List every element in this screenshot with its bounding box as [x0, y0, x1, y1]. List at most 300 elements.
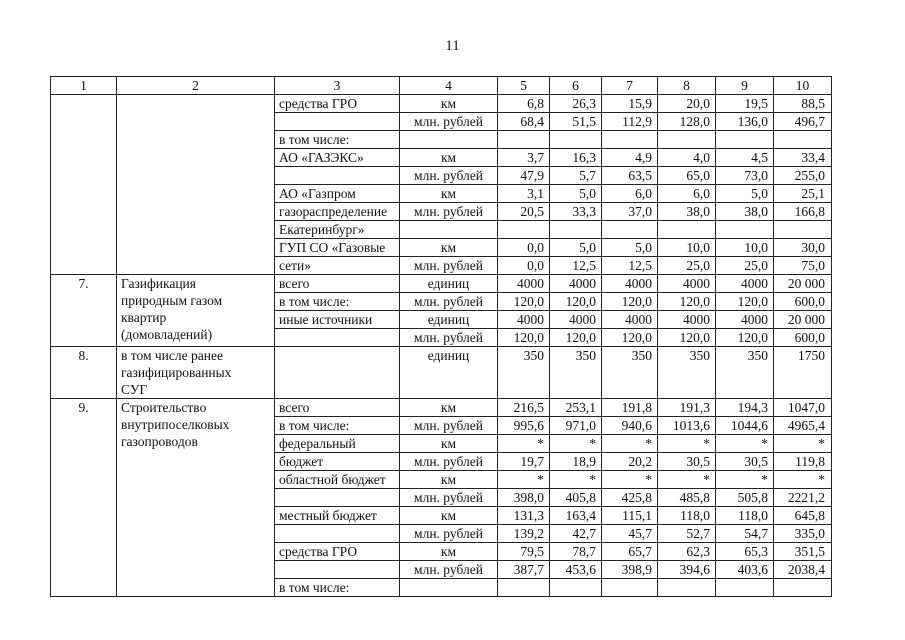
value-cell-text: 216,5 [513, 400, 544, 415]
value-cell-text: 20,5 [520, 204, 544, 219]
funding-source-cell [275, 399, 400, 417]
value-cell-text: * [537, 472, 544, 487]
value-cell-text: 120,0 [679, 330, 710, 345]
unit-cell [400, 275, 498, 293]
unit-cell [400, 95, 498, 113]
value-cell [602, 131, 658, 149]
funding-source-cell [275, 347, 400, 399]
value-cell-text: * [645, 472, 652, 487]
header-cell: 2 [117, 77, 275, 95]
value-cell-text: 19,7 [520, 454, 544, 469]
value-cell-text: 485,8 [679, 490, 710, 505]
value-cell-text: 1044,6 [730, 418, 768, 433]
item-name-cell-text: Строительство [121, 400, 207, 415]
value-cell [716, 185, 774, 203]
value-cell [658, 347, 716, 399]
value-cell [550, 579, 602, 597]
funding-source-cell-text: Екатеринбург» [279, 222, 365, 237]
value-cell-text: 4000 [625, 276, 652, 291]
item-name-cell-text: газифицированных [121, 365, 232, 380]
value-cell-text: 120,0 [737, 294, 768, 309]
unit-cell-text: млн. рублей [414, 114, 483, 129]
value-cell [774, 113, 832, 131]
funding-source-cell [275, 453, 400, 471]
value-cell [498, 471, 550, 489]
value-cell-text: 73,0 [744, 168, 768, 183]
funding-source-cell [275, 489, 400, 507]
value-cell-text: 350 [523, 348, 544, 363]
value-cell [550, 399, 602, 417]
value-cell-text: 2038,4 [787, 562, 825, 577]
unit-cell [400, 579, 498, 597]
value-cell [774, 507, 832, 525]
value-cell [774, 275, 832, 293]
value-cell [774, 399, 832, 417]
value-cell-text: 119,8 [795, 454, 825, 469]
value-cell [658, 221, 716, 239]
value-cell-text: 1047,0 [787, 400, 825, 415]
funding-source-cell-text: местный бюджет [279, 508, 377, 523]
funding-source-cell-text: в том числе: [279, 132, 350, 147]
value-cell-text: 42,7 [572, 526, 596, 541]
funding-source-cell [275, 221, 400, 239]
value-cell-text: 79,5 [520, 544, 544, 559]
value-cell [658, 453, 716, 471]
unit-cell-text: млн. рублей [414, 418, 483, 433]
value-cell-text: 405,8 [565, 490, 596, 505]
funding-source-cell-text: областной бюджет [279, 472, 386, 487]
value-cell-text: 131,3 [513, 508, 544, 523]
value-cell [716, 435, 774, 453]
header-cell: 6 [550, 77, 602, 95]
funding-source-cell [275, 329, 400, 347]
funding-source-cell [275, 131, 400, 149]
value-cell [774, 311, 832, 329]
funding-source-cell [275, 525, 400, 543]
value-cell-text: 20,0 [686, 96, 710, 111]
value-cell [498, 525, 550, 543]
value-cell-text: 25,1 [801, 186, 825, 201]
value-cell-text: * [703, 472, 710, 487]
value-cell-text: 65,7 [628, 544, 652, 559]
unit-cell [400, 561, 498, 579]
value-cell-text: 33,3 [572, 204, 596, 219]
value-cell [550, 95, 602, 113]
value-cell-text: 75,0 [801, 258, 825, 273]
value-cell [550, 417, 602, 435]
value-cell [602, 471, 658, 489]
value-cell-text: 20 000 [787, 312, 825, 327]
value-cell-text: * [761, 472, 768, 487]
unit-cell-text: млн. рублей [414, 490, 483, 505]
unit-cell [400, 257, 498, 275]
value-cell [550, 239, 602, 257]
value-cell-text: 25,0 [744, 258, 768, 273]
unit-cell [400, 435, 498, 453]
value-cell [658, 525, 716, 543]
funding-source-cell [275, 579, 400, 597]
value-cell [658, 471, 716, 489]
value-cell [716, 561, 774, 579]
value-cell-text: * [537, 436, 544, 451]
value-cell-text: 4000 [517, 312, 544, 327]
value-cell-text: 88,5 [801, 96, 825, 111]
value-cell-text: 940,6 [621, 418, 652, 433]
value-cell-text: 4000 [569, 312, 596, 327]
value-cell [550, 489, 602, 507]
unit-cell-text: единиц [427, 348, 470, 363]
value-cell [602, 257, 658, 275]
value-cell [602, 417, 658, 435]
value-cell-text: 335,0 [794, 526, 825, 541]
item-name-cell-text: внутрипоселковых [121, 417, 230, 432]
value-cell [716, 311, 774, 329]
item-name-cell-text: природным газом [121, 293, 223, 308]
unit-cell [400, 239, 498, 257]
value-cell [716, 453, 774, 471]
value-cell [658, 149, 716, 167]
unit-cell [400, 149, 498, 167]
value-cell-text: 4000 [569, 276, 596, 291]
value-cell-text: 6,0 [635, 186, 652, 201]
item-name-cell-text: (домовладений) [121, 327, 213, 342]
funding-source-cell [275, 185, 400, 203]
value-cell-text: 0,0 [527, 258, 544, 273]
value-cell-text: 47,9 [520, 168, 544, 183]
unit-cell-text: млн. рублей [414, 258, 483, 273]
unit-cell [400, 399, 498, 417]
value-cell [774, 435, 832, 453]
value-cell [774, 417, 832, 435]
value-cell [658, 543, 716, 561]
funding-source-cell-text: средства ГРО [279, 544, 358, 559]
value-cell [774, 543, 832, 561]
value-cell [716, 131, 774, 149]
value-cell-text: 350 [689, 348, 710, 363]
value-cell-text: 37,0 [628, 204, 652, 219]
item-number-cell-text: 9. [78, 400, 89, 415]
unit-cell-text: км [440, 186, 457, 201]
value-cell [550, 131, 602, 149]
funding-source-cell [275, 275, 400, 293]
value-cell-text: 5,0 [579, 240, 596, 255]
value-cell [602, 293, 658, 311]
unit-cell-text: млн. рублей [414, 330, 483, 345]
item-number-cell [51, 95, 117, 275]
header-row [51, 77, 832, 95]
item-number-cell [51, 275, 117, 347]
value-cell-text: 194,3 [737, 400, 768, 415]
value-cell [602, 203, 658, 221]
value-cell-text: 4000 [625, 312, 652, 327]
unit-cell-text: км [440, 150, 457, 165]
value-cell-text: 1013,6 [672, 418, 710, 433]
value-cell-text: 118,0 [738, 508, 768, 523]
value-cell [774, 95, 832, 113]
funding-source-cell-text: АО «Газпром [279, 186, 356, 201]
unit-cell-text: км [440, 436, 457, 451]
value-cell [658, 399, 716, 417]
value-cell-text: 120,0 [737, 330, 768, 345]
value-cell [602, 113, 658, 131]
funding-source-cell-text: в том числе: [279, 580, 350, 595]
value-cell [550, 149, 602, 167]
value-cell-text: 387,7 [513, 562, 544, 577]
value-cell [602, 347, 658, 399]
item-name-cell [117, 399, 275, 597]
funding-source-cell [275, 507, 400, 525]
value-cell [550, 435, 602, 453]
value-cell-text: 0,0 [527, 240, 544, 255]
value-cell [602, 185, 658, 203]
value-cell-text: 4,5 [751, 150, 768, 165]
value-cell-text: 5,0 [635, 240, 652, 255]
value-cell-text: 51,5 [572, 114, 596, 129]
value-cell-text: 25,0 [686, 258, 710, 273]
header-cell: 8 [658, 77, 716, 95]
value-cell [716, 399, 774, 417]
funding-source-cell [275, 293, 400, 311]
value-cell-text: 118,0 [680, 508, 710, 523]
value-cell [774, 471, 832, 489]
value-cell-text: 38,0 [686, 204, 710, 219]
value-cell [498, 311, 550, 329]
unit-cell [400, 113, 498, 131]
header-cell: 9 [716, 77, 774, 95]
value-cell-text: 163,4 [565, 508, 596, 523]
value-cell-text: 166,8 [794, 204, 825, 219]
value-cell [774, 579, 832, 597]
value-cell [550, 525, 602, 543]
value-cell-text: 10,0 [744, 240, 768, 255]
unit-cell [400, 203, 498, 221]
funding-source-cell-text: сети» [279, 258, 312, 273]
item-name-cell [117, 95, 275, 275]
header-cell: 1 [51, 77, 117, 95]
header-cell: 5 [498, 77, 550, 95]
value-cell-text: 4,0 [693, 150, 710, 165]
value-cell-text: 6,0 [693, 186, 710, 201]
table-row [51, 275, 832, 293]
funding-source-cell-text: ГУП СО «Газовые [279, 240, 386, 255]
value-cell [658, 95, 716, 113]
value-cell [498, 435, 550, 453]
value-cell-text: 120,0 [621, 330, 652, 345]
value-cell-text: 4000 [683, 276, 710, 291]
value-cell [602, 275, 658, 293]
value-cell [774, 329, 832, 347]
page-number: 11 [445, 38, 460, 54]
funding-source-cell [275, 311, 400, 329]
value-cell-text: 120,0 [565, 294, 596, 309]
value-cell [774, 293, 832, 311]
unit-cell [400, 471, 498, 489]
value-cell-text: 18,9 [572, 454, 596, 469]
value-cell-text: 62,3 [686, 544, 710, 559]
value-cell-text: 4,9 [635, 150, 652, 165]
value-cell-text: * [818, 436, 825, 451]
funding-source-cell-text: газораспределение [279, 204, 388, 219]
value-cell-text: 971,0 [565, 418, 596, 433]
value-cell-text: 30,0 [801, 240, 825, 255]
value-cell [658, 239, 716, 257]
value-cell [716, 257, 774, 275]
value-cell-text: 68,4 [520, 114, 544, 129]
value-cell [498, 417, 550, 435]
value-cell-text: 78,7 [572, 544, 596, 559]
value-cell [716, 167, 774, 185]
value-cell-text: 4000 [517, 276, 544, 291]
unit-cell-text: единиц [427, 312, 470, 327]
unit-cell-text: единиц [427, 276, 470, 291]
funding-source-cell-text: федеральный [279, 436, 356, 451]
unit-cell-text: км [440, 508, 457, 523]
item-name-cell-text: газопроводов [121, 434, 198, 449]
value-cell [602, 329, 658, 347]
item-number-cell [51, 347, 117, 399]
value-cell [550, 167, 602, 185]
value-cell [774, 149, 832, 167]
table-row [51, 399, 832, 417]
value-cell [498, 167, 550, 185]
value-cell-text: 45,7 [628, 526, 652, 541]
value-cell-text: 136,0 [737, 114, 768, 129]
value-cell-text: 255,0 [794, 168, 825, 183]
value-cell [658, 275, 716, 293]
value-cell-text: 115,1 [622, 508, 652, 523]
value-cell [774, 257, 832, 275]
value-cell [602, 507, 658, 525]
value-cell [658, 131, 716, 149]
value-cell [658, 435, 716, 453]
value-cell-text: 394,6 [679, 562, 710, 577]
funding-source-cell [275, 113, 400, 131]
value-cell-text: * [818, 472, 825, 487]
value-cell [716, 543, 774, 561]
value-cell-text: 128,0 [679, 114, 710, 129]
funding-source-cell-text: всего [279, 276, 310, 291]
value-cell [550, 113, 602, 131]
value-cell-text: 505,8 [737, 490, 768, 505]
value-cell [774, 347, 832, 399]
value-cell-text: 26,3 [572, 96, 596, 111]
funding-source-cell-text: в том числе: [279, 418, 350, 433]
value-cell [498, 399, 550, 417]
value-cell-text: * [703, 436, 710, 451]
value-cell [498, 275, 550, 293]
value-cell-text: 120,0 [621, 294, 652, 309]
item-name-cell-text: квартир [121, 310, 167, 325]
value-cell-text: 120,0 [679, 294, 710, 309]
value-cell [658, 311, 716, 329]
value-cell-text: 191,3 [679, 400, 710, 415]
value-cell-text: 120,0 [513, 330, 544, 345]
value-cell [716, 525, 774, 543]
unit-cell [400, 311, 498, 329]
value-cell-text: 398,9 [621, 562, 652, 577]
value-cell [658, 293, 716, 311]
table-body [51, 77, 832, 597]
value-cell [498, 185, 550, 203]
value-cell [602, 435, 658, 453]
value-cell-text: 120,0 [513, 294, 544, 309]
value-cell [602, 525, 658, 543]
value-cell [602, 311, 658, 329]
item-name-cell-text: Газификация [121, 276, 196, 291]
value-cell [774, 453, 832, 471]
value-cell [716, 417, 774, 435]
value-cell [498, 95, 550, 113]
value-cell [716, 275, 774, 293]
value-cell [658, 329, 716, 347]
value-cell [774, 239, 832, 257]
value-cell [658, 417, 716, 435]
value-cell-text: 10,0 [686, 240, 710, 255]
unit-cell-text: млн. рублей [414, 168, 483, 183]
value-cell [602, 561, 658, 579]
value-cell [550, 221, 602, 239]
unit-cell-text: км [440, 96, 457, 111]
value-cell-text: 5,7 [579, 168, 596, 183]
value-cell-text: 403,6 [737, 562, 768, 577]
value-cell-text: 2221,2 [787, 490, 825, 505]
value-cell [498, 543, 550, 561]
value-cell [774, 131, 832, 149]
value-cell-text: 38,0 [744, 204, 768, 219]
value-cell [550, 275, 602, 293]
unit-cell-text: км [440, 472, 457, 487]
item-number-cell-text: 7. [78, 276, 89, 291]
value-cell [716, 149, 774, 167]
value-cell-text: 12,5 [572, 258, 596, 273]
value-cell-text: 351,5 [794, 544, 825, 559]
value-cell [716, 239, 774, 257]
value-cell [498, 131, 550, 149]
value-cell [498, 293, 550, 311]
value-cell [774, 561, 832, 579]
value-cell-text: 63,5 [628, 168, 652, 183]
value-cell [498, 203, 550, 221]
value-cell-text: 398,0 [513, 490, 544, 505]
value-cell-text: 54,7 [744, 526, 768, 541]
item-name-cell [117, 347, 275, 399]
funding-source-cell [275, 203, 400, 221]
value-cell [602, 239, 658, 257]
funding-source-cell-text: АО «ГАЗЭКС» [279, 150, 364, 165]
value-cell-text: * [589, 436, 596, 451]
unit-cell [400, 221, 498, 239]
funding-source-cell [275, 239, 400, 257]
value-cell-text: 33,4 [801, 150, 825, 165]
value-cell [498, 561, 550, 579]
value-cell [602, 543, 658, 561]
value-cell-text: 15,9 [628, 96, 652, 111]
funding-source-cell [275, 149, 400, 167]
value-cell-text: 4000 [683, 312, 710, 327]
unit-cell [400, 525, 498, 543]
value-cell [498, 257, 550, 275]
value-cell-text: 65,3 [744, 544, 768, 559]
unit-cell-text: км [440, 400, 457, 415]
value-cell-text: 19,5 [744, 96, 768, 111]
value-cell [550, 453, 602, 471]
value-cell-text: * [589, 472, 596, 487]
value-cell [498, 329, 550, 347]
value-cell [602, 221, 658, 239]
value-cell [658, 579, 716, 597]
value-cell [716, 507, 774, 525]
value-cell [716, 221, 774, 239]
